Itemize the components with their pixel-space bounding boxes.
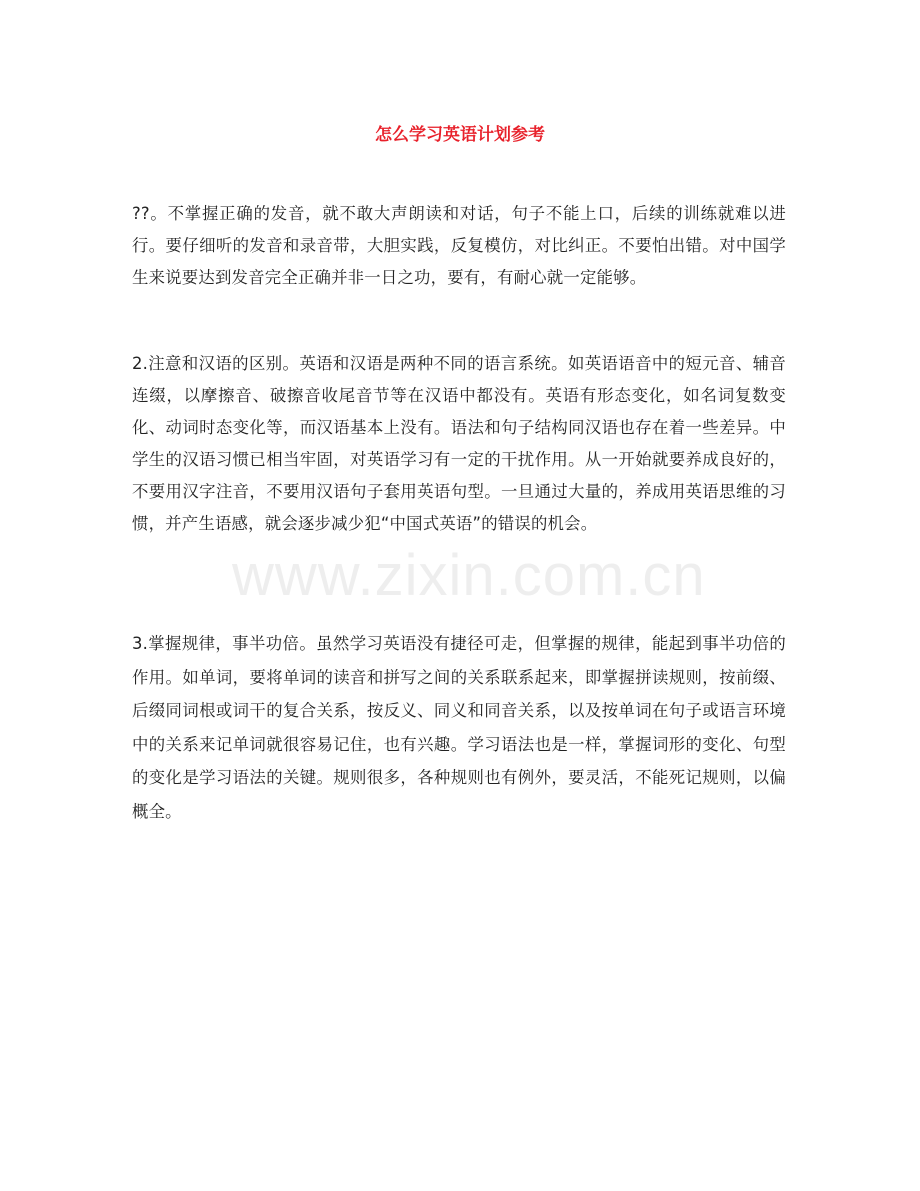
paragraph-chinese-difference: 2.注意和汉语的区别。英语和汉语是两种不同的语言系统。如英语语音中的短元音、辅音连缀，以摩擦音、破擦音收尾音节等在汉语中都没有。英语有形态变化，如名词复数变化、动词时态变化等，而汉语基本上没有。语法和句子结构同汉语也存在着一些差异。中学生的汉语习惯已相当牢固，对英语学习有一定的干扰作用。从一开始就要养成良好的，不要用汉字注音，不要用汉语句子套用英语句型。一旦通过大量的，养成用英语思维的习惯，并产生语感，就会逐步减少犯“中国式英语”的错误的机会。 — [132, 354, 786, 533]
document-title: 怎么学习英语计划参考 — [375, 125, 545, 145]
paragraph-pronunciation: ??。不掌握正确的发音，就不敢大声朗读和对话，句子不能上口，后续的训练就难以进行。要仔细听的发音和录音带，大胆实践，反复模仿，对比纠正。不要怕出错。对中国学生来说要达到发音完全正确并非一日之功，要有，有耐心就一定能够。 — [132, 204, 786, 287]
paragraph-master-rules: 3.掌握规律，事半功倍。虽然学习英语没有捷径可走，但掌握的规律，能起到事半功倍的作用。如单词，要将单词的读音和拼写之间的关系联系起来，即掌握拼读规则，按前缀、后缀同词根或词干的复合关系，按反义、同义和同音关系，以及按单词在句子或语言环境中的关系来记单词就很容易记住，也有兴趣。学习语法也是一样，掌握词形的变化、句型的变化是学习语法的关键。规则很多，各种规则也有例外，要灵活，不能死记规则，以偏概全。 — [132, 634, 786, 821]
watermark-text: www.zixin.com.cn — [232, 543, 706, 608]
